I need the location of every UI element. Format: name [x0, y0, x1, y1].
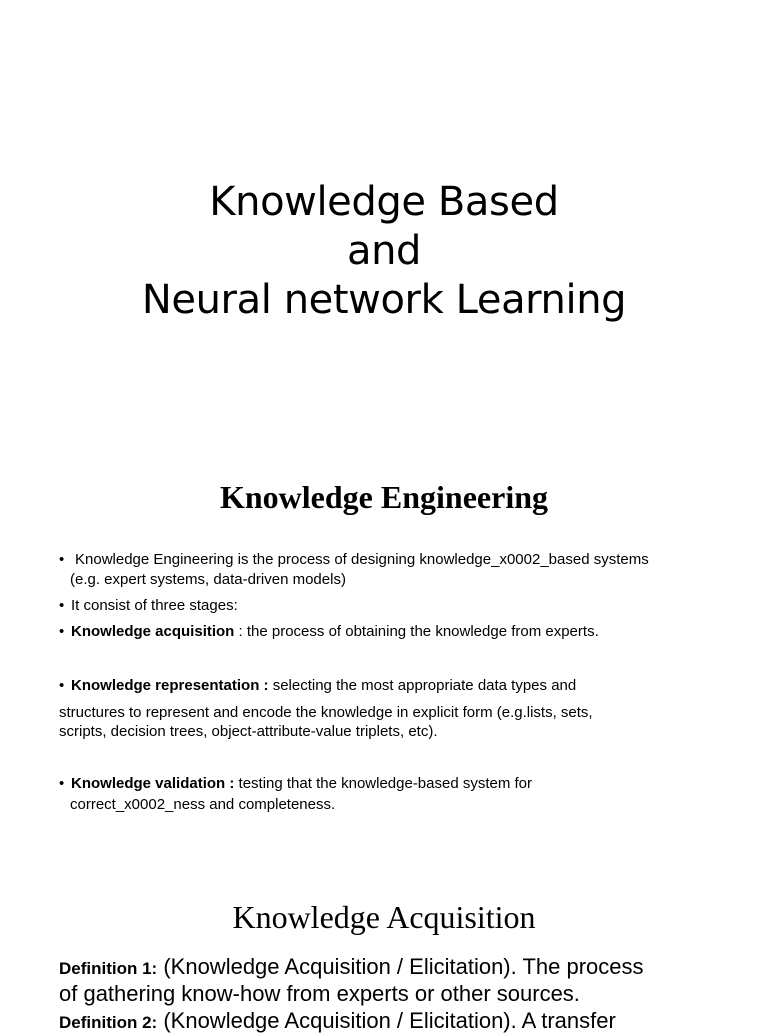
bullet-definition [59, 550, 649, 570]
knowledge-engineering-heading: Knowledge Engineering [219, 479, 548, 515]
bullet-marker: • [59, 775, 65, 792]
title-slide [0, 0, 768, 450]
validation-label: Knowledge validation : [71, 775, 235, 792]
bullet-marker: • [59, 597, 65, 614]
bullet-stages-text: It consist of three stages: [71, 597, 238, 614]
representation-label: Knowledge representation : [71, 677, 269, 694]
definition-1-continuation: of gathering know-how from experts or other sources. [59, 981, 580, 1006]
representation-continuation-2: scripts, decision trees, object-attribute-value triplets, etc). [59, 723, 438, 740]
definition-2-text: (Knowledge Acquisition / Elicitation). A transfer [157, 1008, 616, 1033]
bullet-representation [59, 676, 576, 696]
bullet-marker: • [59, 623, 65, 640]
definition-2-label: Definition 2: [59, 1013, 158, 1032]
bullet-definition-continuation: (e.g. expert systems, data-driven models) [70, 571, 346, 588]
title-line-1: Knowledge Based [209, 179, 559, 225]
representation-continuation-1: structures to represent and encode the knowledge in explicit form (e.g.lists, sets, [59, 704, 593, 721]
slide-title [0, 178, 768, 325]
title-line-3: Neural network Learning [141, 277, 627, 323]
bullet-marker: • [59, 677, 65, 694]
definition-1-label: Definition 1: [59, 959, 158, 978]
knowledge-acquisition-slide [0, 880, 768, 1033]
bullet-stages [59, 596, 238, 616]
definition-1-text: (Knowledge Acquisition / Elicitation). The process [157, 954, 644, 979]
knowledge-acquisition-heading: Knowledge Acquisition [232, 899, 536, 935]
acquisition-text: : the process of obtaining the knowledge from experts. [234, 623, 599, 640]
representation-text: selecting the most appropriate data types and [268, 677, 577, 694]
bullet-marker: • [59, 551, 65, 568]
validation-text: testing that the knowledge-based system for [234, 775, 533, 792]
bullet-acquisition [59, 622, 599, 642]
definition-1 [59, 953, 759, 982]
knowledge-engineering-slide [0, 450, 768, 870]
title-line-2: and [346, 228, 422, 274]
acquisition-label: Knowledge acquisition [71, 623, 235, 640]
definition-2 [59, 1007, 759, 1036]
validation-continuation: correct_x0002_ness and completeness. [70, 796, 336, 813]
bullet-definition-text: Knowledge Engineering is the process of designing knowledge_x0002_based systems [75, 551, 649, 568]
bullet-validation [59, 774, 532, 794]
